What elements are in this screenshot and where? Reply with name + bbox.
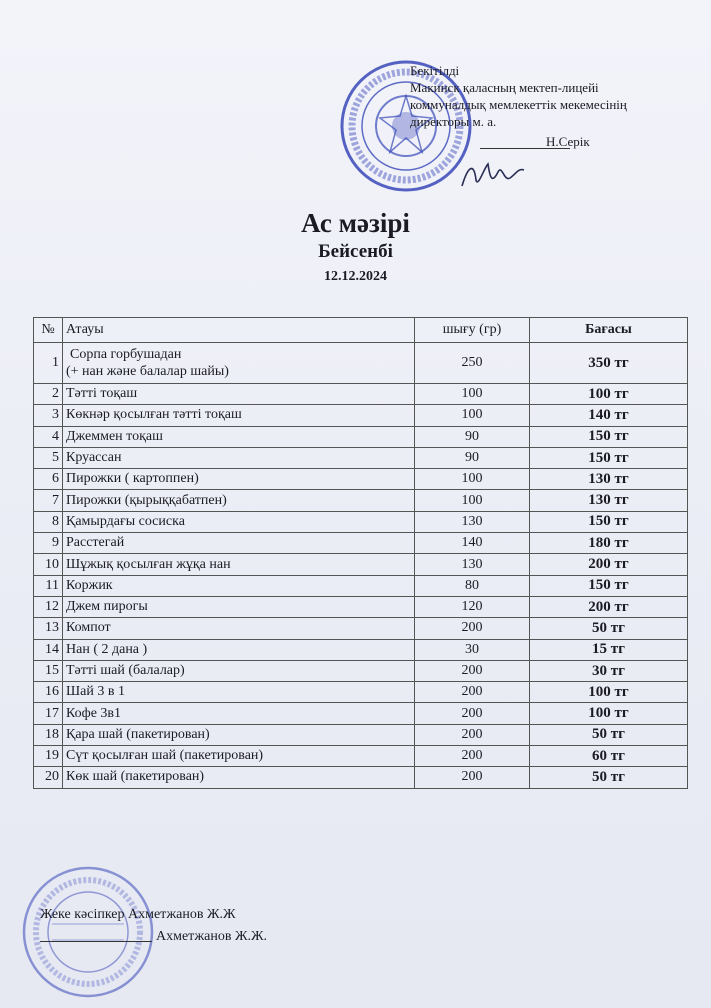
row-name: Көк шай (пакетирован) (63, 767, 415, 788)
row-price: 50 тг (530, 724, 688, 745)
row-weight: 120 (415, 596, 530, 617)
approval-line: коммуналдық мемлекеттік мекемесінің (410, 97, 627, 112)
approval-heading: Бекітілді (410, 63, 460, 78)
row-price: 50 тг (530, 767, 688, 788)
footer-signer-name: Ахметжанов Ж.Ж. (156, 929, 268, 944)
row-price: 150 тг (530, 511, 688, 532)
row-price: 30 тг (530, 660, 688, 681)
row-name (63, 343, 415, 384)
handwritten-signature (458, 158, 528, 192)
table-row (34, 405, 688, 426)
row-price: 60 тг (530, 746, 688, 767)
row-name: Қамырдағы сосиска (63, 511, 415, 532)
table-row (34, 639, 688, 660)
table-row (34, 469, 688, 490)
signature-line (410, 132, 700, 152)
footer-entrepreneur: Жеке кәсіпкер Ахметжанов Ж.Ж (40, 907, 236, 922)
row-weight: 90 (415, 426, 530, 447)
row-num: 11 (34, 575, 63, 596)
row-weight: 200 (415, 618, 530, 639)
row-num: 9 (34, 533, 63, 554)
row-price: 180 тг (530, 533, 688, 554)
row-weight: 250 (415, 343, 530, 384)
table-row (34, 660, 688, 681)
header-weight: шығу (гр) (415, 318, 530, 343)
row-num: 8 (34, 511, 63, 532)
header-price: Бағасы (530, 318, 688, 343)
row-num: 2 (34, 384, 63, 405)
table-row (34, 384, 688, 405)
row-name: Джем пирогы (63, 596, 415, 617)
row-price: 100 тг (530, 703, 688, 724)
row-num: 4 (34, 426, 63, 447)
row-price: 130 тг (530, 490, 688, 511)
table-row (34, 511, 688, 532)
row-price: 50 тг (530, 618, 688, 639)
row-weight: 200 (415, 660, 530, 681)
table-row (34, 575, 688, 596)
row-price: 200 тг (530, 554, 688, 575)
table-row (34, 490, 688, 511)
menu-table (33, 317, 688, 789)
table-row (34, 533, 688, 554)
row-weight: 200 (415, 746, 530, 767)
menu-title: Ас мәзірі (301, 208, 410, 238)
row-num: 5 (34, 447, 63, 468)
row-name: Кофе 3в1 (63, 703, 415, 724)
row-price: 130 тг (530, 469, 688, 490)
row-weight: 200 (415, 703, 530, 724)
approval-line: директоры м. а. (410, 114, 497, 129)
row-weight: 100 (415, 405, 530, 426)
row-weight: 130 (415, 511, 530, 532)
row-name: Тәтті шай (балалар) (63, 660, 415, 681)
row-price: 350 тг (530, 343, 688, 384)
table-row (34, 426, 688, 447)
row-price: 200 тг (530, 596, 688, 617)
row-name-line: (+ нан және балалар шайы) (66, 364, 229, 379)
row-num: 19 (34, 746, 63, 767)
table-row (34, 447, 688, 468)
row-name: Сүт қосылған шай (пакетирован) (63, 746, 415, 767)
approval-line: Макинск қаласның мектеп-лицейі (410, 80, 599, 95)
table-row (34, 724, 688, 745)
row-weight: 200 (415, 767, 530, 788)
table-row (34, 767, 688, 788)
table-row (34, 554, 688, 575)
row-name: Пирожки ( картоппен) (63, 469, 415, 490)
row-num: 12 (34, 596, 63, 617)
row-price: 140 тг (530, 405, 688, 426)
footer-block (40, 904, 267, 948)
row-weight: 90 (415, 447, 530, 468)
menu-date: 12.12.2024 (324, 269, 387, 284)
signer-name: Н.Серік (546, 134, 590, 149)
menu-title-block (0, 208, 711, 286)
table-row (34, 343, 688, 384)
row-name: Нан ( 2 дана ) (63, 639, 415, 660)
row-weight: 200 (415, 724, 530, 745)
row-weight: 100 (415, 469, 530, 490)
row-weight: 140 (415, 533, 530, 554)
table-row (34, 682, 688, 703)
row-name: Пирожки (қырыққабатпен) (63, 490, 415, 511)
row-price: 150 тг (530, 426, 688, 447)
header-num: № (34, 318, 63, 343)
row-num: 14 (34, 639, 63, 660)
table-header-row (34, 318, 688, 343)
row-price: 150 тг (530, 575, 688, 596)
row-num: 6 (34, 469, 63, 490)
table-row (34, 703, 688, 724)
table-row (34, 596, 688, 617)
row-num: 16 (34, 682, 63, 703)
row-num: 1 (34, 343, 63, 384)
footer-signature-rule (40, 941, 152, 942)
row-weight: 200 (415, 682, 530, 703)
row-num: 13 (34, 618, 63, 639)
row-name-line: Сорпа горбушадан (70, 347, 182, 362)
row-price: 150 тг (530, 447, 688, 468)
row-name: Көкнәр қосылған тәтті тоқаш (63, 405, 415, 426)
row-name: Шұжық қосылған жұқа нан (63, 554, 415, 575)
menu-day: Бейсенбі (318, 241, 393, 262)
row-weight: 30 (415, 639, 530, 660)
row-weight: 130 (415, 554, 530, 575)
header-name: Атауы (63, 318, 415, 343)
row-num: 10 (34, 554, 63, 575)
row-num: 18 (34, 724, 63, 745)
row-name: Тәтті тоқаш (63, 384, 415, 405)
row-price: 15 тг (530, 639, 688, 660)
row-num: 3 (34, 405, 63, 426)
row-name: Қара шай (пакетирован) (63, 724, 415, 745)
row-name: Коржик (63, 575, 415, 596)
row-num: 7 (34, 490, 63, 511)
row-price: 100 тг (530, 682, 688, 703)
row-num: 15 (34, 660, 63, 681)
row-name: Компот (63, 618, 415, 639)
row-weight: 100 (415, 384, 530, 405)
table-row (34, 746, 688, 767)
footer-signature-line (40, 926, 267, 948)
row-num: 20 (34, 767, 63, 788)
row-name: Круассан (63, 447, 415, 468)
row-weight: 80 (415, 575, 530, 596)
row-num: 17 (34, 703, 63, 724)
row-price: 100 тг (530, 384, 688, 405)
row-weight: 100 (415, 490, 530, 511)
row-name: Шай 3 в 1 (63, 682, 415, 703)
approval-block (410, 62, 700, 152)
row-name: Джеммен тоқаш (63, 426, 415, 447)
table-row (34, 618, 688, 639)
row-name: Расстегай (63, 533, 415, 554)
